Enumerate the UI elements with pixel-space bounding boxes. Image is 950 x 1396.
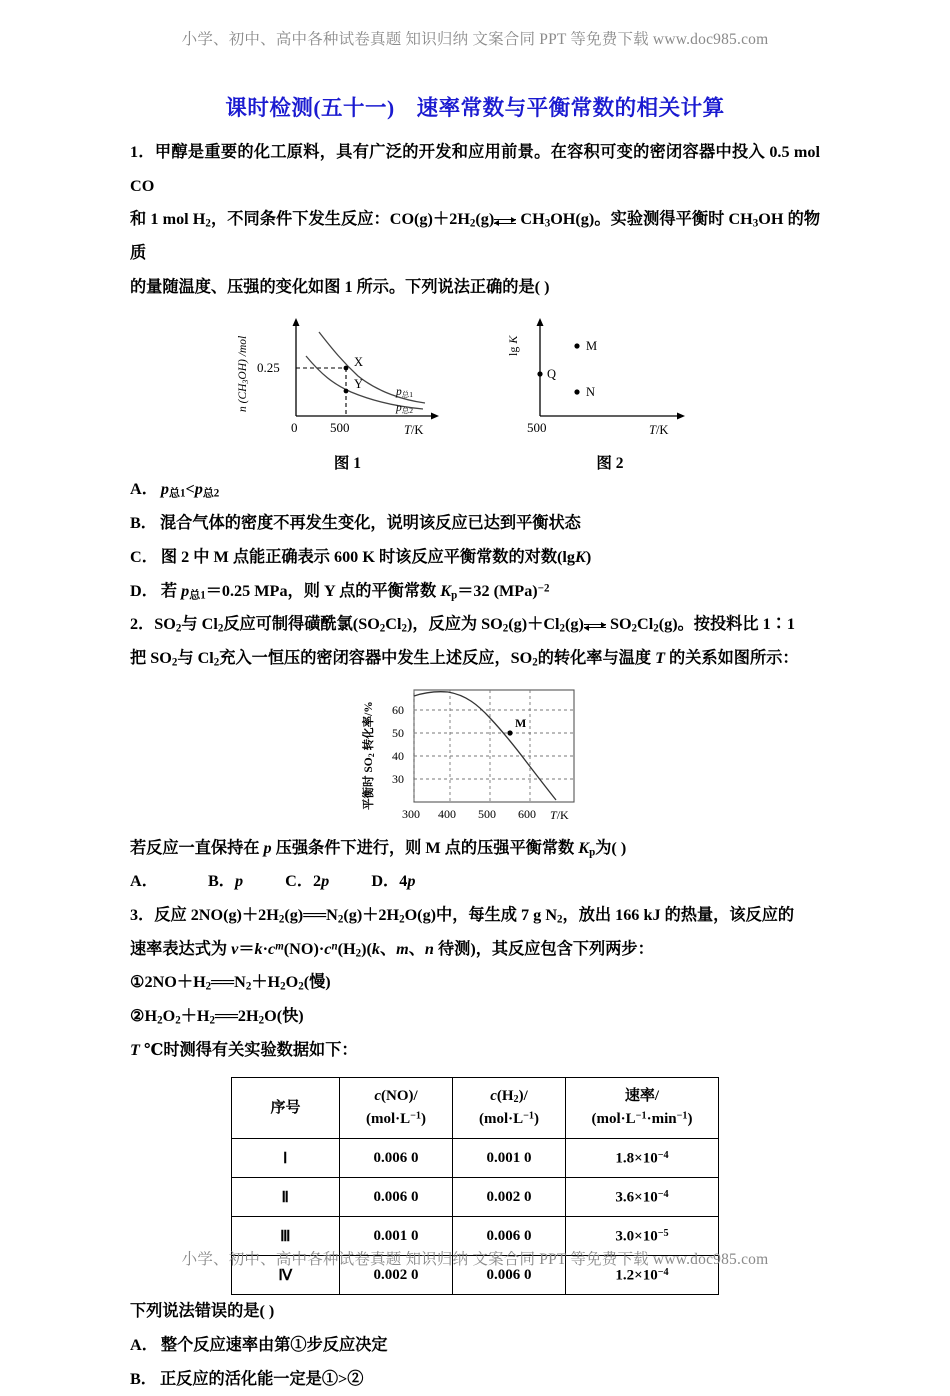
page-title bbox=[130, 91, 820, 122]
watermark-top: 小学、初中、高中各种试卷真题 知识归纳 文案合同 PPT 等免费下载 www.doc985.com bbox=[181, 31, 769, 48]
figure-1-point-x bbox=[343, 366, 348, 371]
question-1-text-1: 甲醇是重要的化工原料，具有广泛的开发和应用前景。在容积可变的密闭容器中投入 0.5 mol CO bbox=[130, 143, 821, 195]
question-3-option-a: A． 整个反应速率由第①步反应决定 bbox=[130, 1336, 388, 1355]
figure-3-xtick-400: 400 bbox=[437, 806, 456, 821]
question-1-option-b: B． 混合气体的密度不再发生变化，说明该反应已达到平衡状态 bbox=[130, 514, 581, 533]
question-1-option-c: C． 图 2 中 M 点能正确表示 600 K 时该反应平衡常数的对数(lgK) bbox=[130, 547, 592, 566]
question-3-option-b-text: 正反应的活化能一定是①>② bbox=[159, 1369, 364, 1388]
row-2-ch2: 0.002 0 bbox=[453, 1178, 566, 1217]
row-4-no: Ⅳ bbox=[232, 1256, 340, 1295]
figure-3-xtick-300: 300 bbox=[401, 806, 420, 821]
figure-2-label-m: M bbox=[585, 339, 597, 354]
question-2-option-c: C．2p bbox=[285, 872, 330, 891]
figure-3-label-m: M bbox=[514, 715, 526, 730]
figure-1-ylabel: n (CH3OH) /mol bbox=[236, 336, 250, 413]
row-4-rate: $1.2\times 10^{-4}$ bbox=[566, 1256, 719, 1295]
figure-2-caption: 图 2 bbox=[596, 455, 624, 473]
question-3-condition: T ℃时测得有关实验数据如下： bbox=[130, 1040, 358, 1059]
row-3-cno: 0.001 0 bbox=[340, 1217, 453, 1256]
figure-3-ytick-30: 30 bbox=[391, 771, 404, 786]
figure-3-xtick-500: 500 bbox=[477, 806, 496, 821]
figure-3-xlabel: T/K bbox=[549, 807, 569, 822]
title-prefix: 课时检测(五十一) bbox=[225, 96, 395, 120]
figure-1-ytick-025: 0.25 bbox=[256, 360, 280, 376]
table-header-rate: 速率/ $(mol\cdot L^{-1}\cdot\min^{-1})$ bbox=[566, 1078, 719, 1139]
question-1-line-2: 和 1 mol $H_2$，不同条件下发生反应：$CO(g)+2H_2(g)$ $CH_3OH(g)$。实验测得平衡时 $CH_3OH$ 的物质 bbox=[130, 210, 821, 263]
figure-3-curve bbox=[414, 691, 556, 799]
figure-3-ytick-40: 40 bbox=[391, 748, 404, 763]
question-1-line-1: 1．甲醇是重要的化工原料，具有广泛的开发和应用前景。在容积可变的密闭容器中投入 0.5 mol CO bbox=[130, 143, 821, 195]
question-2-prompt: 若反应一直保持在 p 压强条件下进行，则 M 点的压强平衡常数 $K_p$为( ) bbox=[130, 838, 627, 858]
figure-1-series-label-p1: p总1 bbox=[395, 386, 413, 400]
row-2-no: Ⅱ bbox=[232, 1178, 340, 1217]
figure-2-label-q: Q bbox=[546, 367, 556, 382]
figure-1-series-label-p2: p总2 bbox=[395, 402, 413, 416]
row-1-cno: 0.006 0 bbox=[340, 1139, 453, 1178]
figure-3-ytick-50: 50 bbox=[391, 725, 404, 740]
question-1-option-b-text: 混合气体的密度不再发生变化，说明该反应已达到平衡状态 bbox=[159, 514, 581, 533]
question-3-option-a-text: 整个反应速率由第①步反应决定 bbox=[160, 1336, 388, 1355]
row-1-no: Ⅰ bbox=[232, 1139, 340, 1178]
row-2-cno: 0.006 0 bbox=[340, 1178, 453, 1217]
figure-1-label-y: Y bbox=[353, 377, 363, 392]
figure-1-xtick-0: 0 bbox=[290, 420, 297, 436]
figure-1-xlabel: T/K bbox=[403, 423, 423, 438]
figure-2-xtick-500: 500 bbox=[526, 420, 546, 436]
title-main: 速率常数与平衡常数的相关计算 bbox=[416, 96, 725, 120]
figure-3-xtick-600: 600 bbox=[517, 806, 536, 821]
question-2-line-1: 2．$SO_2$与 $Cl_2$反应可制得磺酰氯$(SO_2Cl_2)$，反应为 $SO_2(g)+Cl_2(g)$ $SO_2Cl_2(g)$。按投料比 1∶1 bbox=[130, 615, 795, 635]
question-3-line-2: 速率表达式为 $v=k\cdot c^m(NO)\cdot c^n(H_2)(k$、m、n 待测)，其反应包含下列两步： bbox=[130, 939, 654, 960]
table-row bbox=[232, 1139, 719, 1178]
table-row bbox=[232, 1178, 719, 1217]
figure-1-block bbox=[233, 316, 463, 473]
table-header-cno: c(NO)/ $(mol\cdot L^{-1})$ bbox=[340, 1078, 453, 1139]
question-3-step-1: $①2NO+H_2══N_2+H_2O_2$(慢) bbox=[130, 973, 331, 993]
question-2-option-a: A． bbox=[130, 872, 158, 891]
figure-3-point-m bbox=[507, 730, 512, 735]
figure-1-chart bbox=[233, 316, 463, 444]
table-header-ch2: $c(H_2)/$ $(mol\cdot L^{-1})$ bbox=[453, 1078, 566, 1139]
figure-2-chart bbox=[503, 316, 718, 444]
row-4-cno: 0.002 0 bbox=[340, 1256, 453, 1295]
figure-3-block bbox=[130, 682, 820, 832]
question-1-option-a: A． $p_{总1}<p_{总2}$ bbox=[130, 480, 220, 500]
question-2-options-row bbox=[130, 865, 820, 899]
figure-2-block bbox=[503, 316, 718, 473]
question-2-option-d: D．4p bbox=[371, 872, 416, 891]
figure-1-caption: 图 1 bbox=[333, 455, 362, 473]
question-3-line-1: 3．反应 $2NO(g)+2H_2(g)══N_2(g)+2H_2O(g)$中，每生成 7 g $N_2$，放出 166 kJ 的热量，该反应的 bbox=[130, 905, 795, 926]
equilibrium-arrow-icon bbox=[584, 617, 606, 633]
watermark-bottom: 小学、初中、高中各种试卷真题 知识归纳 文案合同 PPT 等免费下载 www.doc985.com bbox=[181, 1251, 769, 1268]
row-2-rate: $3.6\times 10^{-4}$ bbox=[566, 1178, 719, 1217]
equilibrium-arrow-icon bbox=[494, 213, 516, 229]
figure-3-chart bbox=[358, 682, 593, 832]
table-body bbox=[232, 1139, 719, 1295]
figure-3-ylabel: 平衡时 SO2 转化率/% bbox=[362, 700, 376, 810]
table-header-row bbox=[232, 1078, 719, 1139]
question-3-option-b: B． 正反应的活化能一定是①>② bbox=[130, 1369, 364, 1388]
figure-1-point-y bbox=[343, 389, 348, 394]
figure-1-label-x: X bbox=[353, 355, 363, 370]
figure-2-ylabel: lg K bbox=[505, 336, 520, 357]
table-header-no: 序号 bbox=[232, 1078, 340, 1139]
figure-1-xtick-500: 500 bbox=[329, 420, 349, 436]
row-4-ch2: 0.006 0 bbox=[453, 1256, 566, 1295]
question-1-line-3: 的量随温度、压强的变化如图 1 所示。下列说法正确的是( ) bbox=[130, 277, 550, 296]
row-1-rate: $1.8\times 10^{-4}$ bbox=[566, 1139, 719, 1178]
figure-3-ytick-60: 60 bbox=[391, 702, 404, 717]
question-3-step-2: $②H_2O_2+H_2══2H_2O$(快) bbox=[130, 1007, 304, 1027]
row-3-no: Ⅲ bbox=[232, 1217, 340, 1256]
figure-2-point-m bbox=[574, 344, 579, 349]
figure-2-point-q bbox=[537, 372, 542, 377]
row-3-ch2: 0.006 0 bbox=[453, 1217, 566, 1256]
question-2-option-b: B．p bbox=[207, 872, 244, 891]
question-1-option-d: D． 若 $p_{总1}=0.25$ MPa，则 Y 点的平衡常数 $K_p=32$ (MPa)$^{-2}$ bbox=[130, 581, 550, 601]
figure-2-point-n bbox=[574, 390, 579, 395]
figures-row-q1 bbox=[130, 316, 820, 473]
row-3-rate: $3.0\times 10^{-5}$ bbox=[566, 1217, 719, 1256]
figure-2-xlabel: T/K bbox=[648, 423, 668, 438]
question-3-prompt: 下列说法错误的是( ) bbox=[130, 1302, 275, 1321]
question-2-line-2: 把 $SO_2$与 $Cl_2$充入一恒压的密闭容器中发生上述反应，$SO_2$的转化率与温度 T 的关系如图所示： bbox=[130, 648, 799, 669]
figure-2-label-n: N bbox=[585, 385, 595, 400]
row-1-ch2: 0.001 0 bbox=[453, 1139, 566, 1178]
